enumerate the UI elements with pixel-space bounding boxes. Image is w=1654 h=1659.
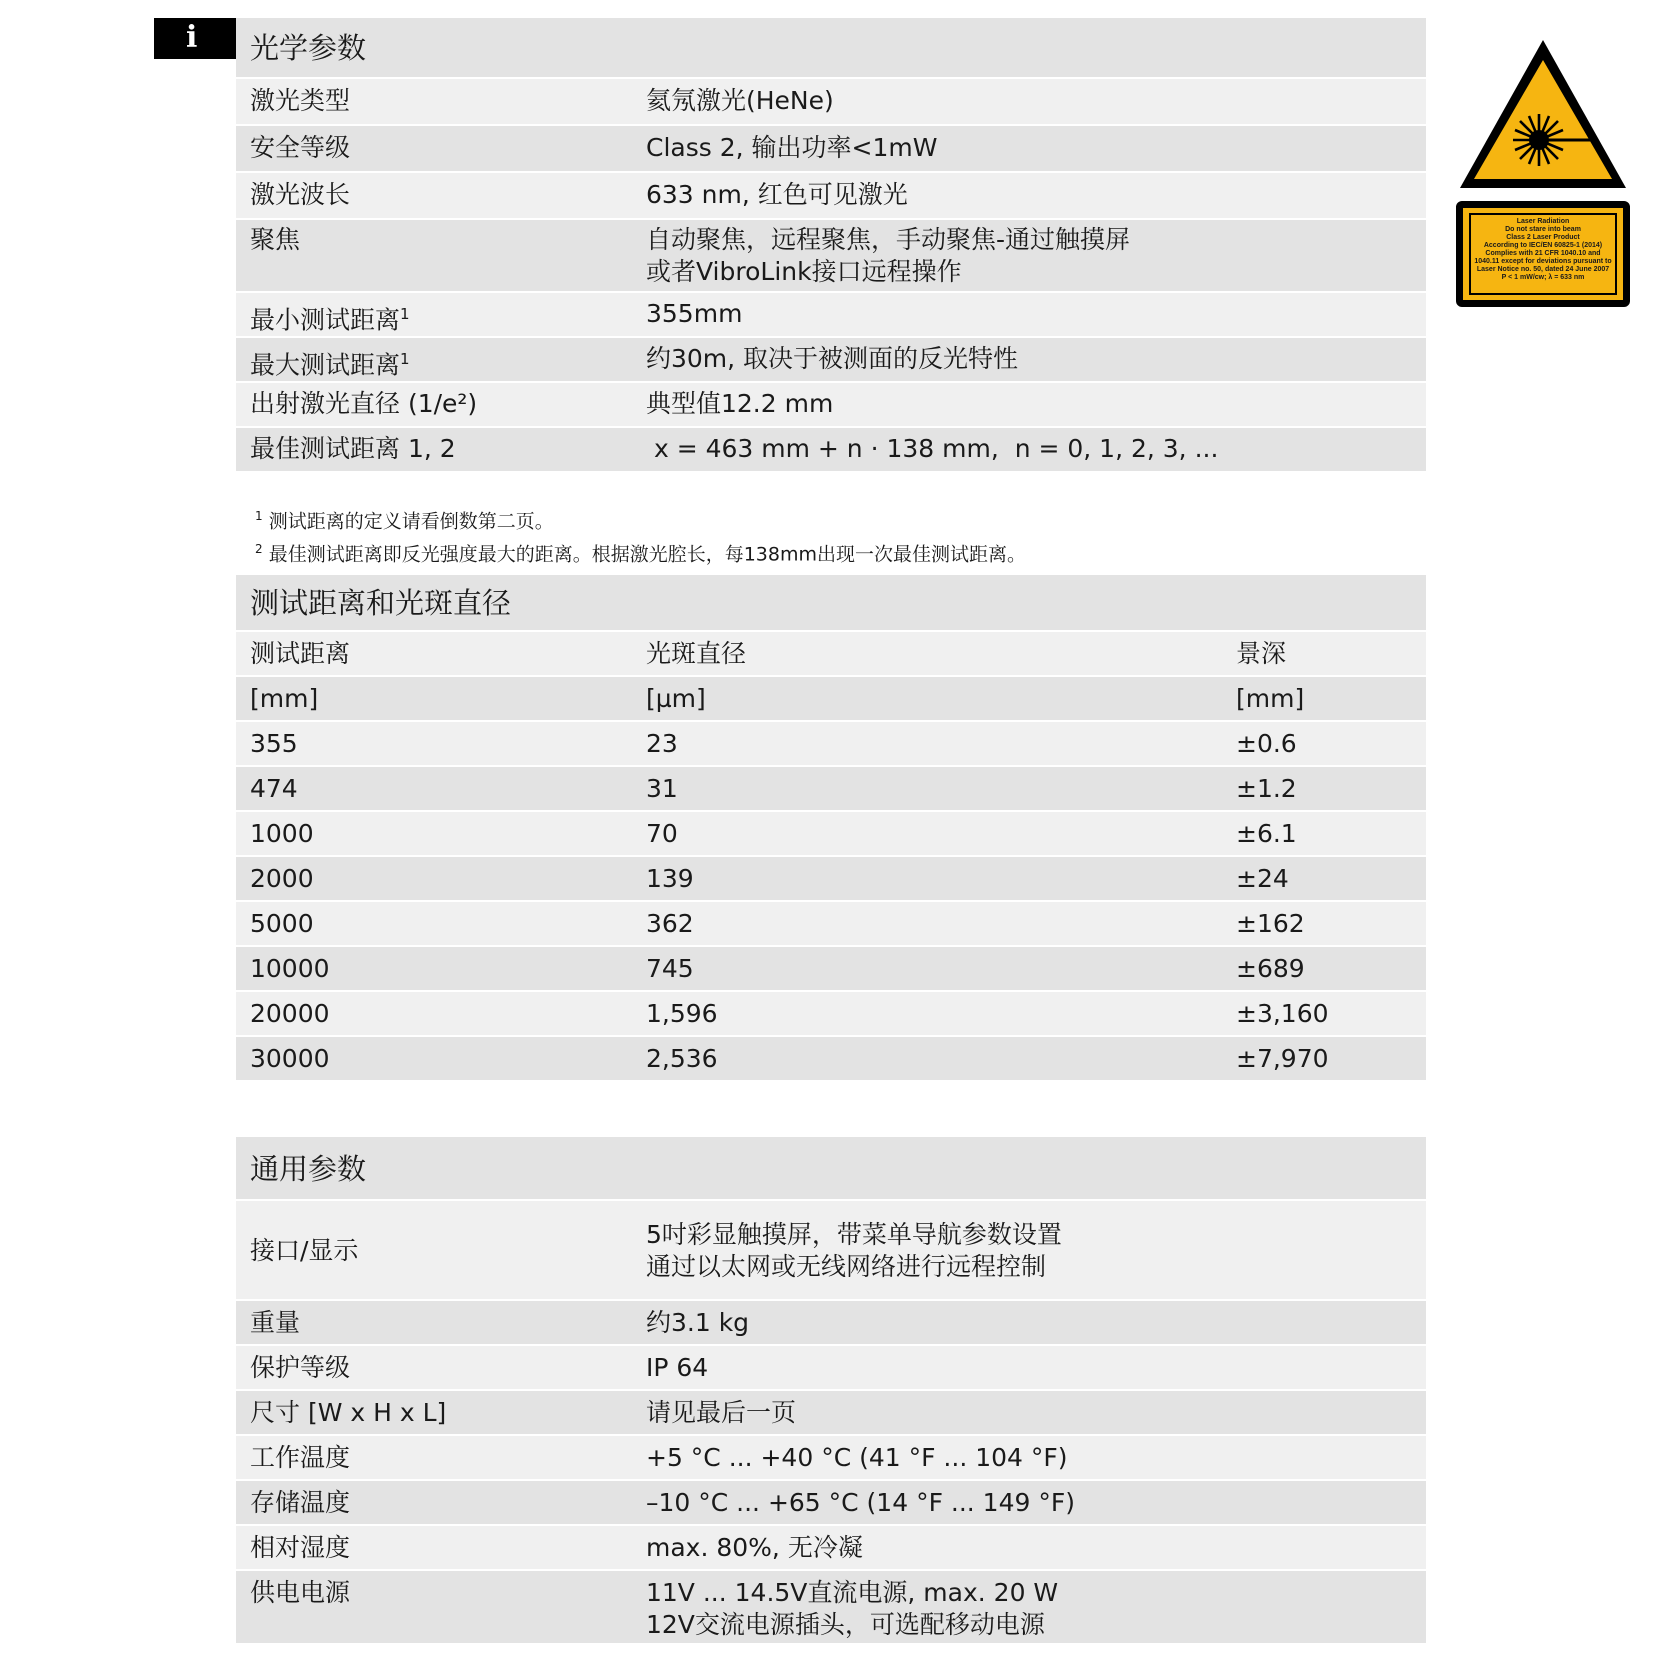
footnotes: [255, 502, 1026, 569]
table-row: [236, 992, 1426, 1037]
row-value: 633 nm, 红色可见激光: [646, 180, 908, 209]
table-row: [236, 428, 1426, 473]
footnote-mark: 1: [400, 350, 410, 368]
table-row: [236, 1481, 1426, 1526]
row-label: 出射激光直径 (1/e²): [250, 389, 478, 418]
row-value: 约30m, 取决于被测面的反光特性: [646, 344, 1019, 373]
table-header-row: [236, 632, 1426, 677]
info-icon: i: [186, 20, 198, 55]
footnote-mark: 1: [400, 305, 410, 323]
section-title: 光学参数: [250, 31, 367, 65]
column-unit: [µm]: [646, 684, 706, 713]
info-tab: [154, 18, 236, 59]
cell-distance: 30000: [250, 1044, 330, 1073]
column-unit: [mm]: [250, 684, 319, 713]
cell-spot-diameter: 23: [646, 729, 678, 758]
table-row: [236, 293, 1426, 338]
row-value: +5 °C ... +40 °C (41 °F ... 104 °F): [646, 1443, 1068, 1472]
row-label: 保护等级: [250, 1353, 351, 1382]
table-row: [236, 1346, 1426, 1391]
row-label: 最大测试距离$^1$: [250, 350, 410, 380]
column-header: 光斑直径: [646, 639, 747, 668]
row-label: 最小测试距离$^1$: [250, 305, 410, 335]
table-row: [236, 722, 1426, 767]
table-row: [236, 173, 1426, 220]
table-row: [236, 812, 1426, 857]
section-title: 通用参数: [250, 1152, 367, 1186]
row-label: 聚焦: [250, 225, 301, 254]
column-header: 测试距离: [250, 639, 351, 668]
cell-distance: 1000: [250, 819, 314, 848]
row-value: 11V ... 14.5V直流电源, max. 20 W 12V交流电源插头，可选配移动电源: [646, 1578, 1059, 1639]
section-header: [236, 18, 1426, 79]
table-row: [236, 79, 1426, 126]
cell-spot-diameter: 1,596: [646, 999, 718, 1028]
table-row: [236, 338, 1426, 383]
cell-spot-diameter: 362: [646, 909, 694, 938]
cell-depth-of-field: ±24: [1236, 864, 1289, 893]
row-label: 尺寸 [W x H x L]: [250, 1398, 447, 1427]
cell-spot-diameter: 70: [646, 819, 678, 848]
table-row: [236, 126, 1426, 173]
cell-distance: 20000: [250, 999, 330, 1028]
row-value: 355mm: [646, 299, 743, 328]
table-row: [236, 1301, 1426, 1346]
row-value: Class 2, 输出功率<1mW: [646, 133, 938, 162]
section-title: 测试距离和光斑直径: [250, 586, 512, 620]
row-value: –10 °C ... +65 °C (14 °F ... 149 °F): [646, 1488, 1075, 1517]
row-value: 5吋彩显触摸屏，带菜单导航参数设置 通过以太网或无线网络进行远程控制: [646, 1220, 1062, 1281]
row-label: 激光波长: [250, 180, 351, 209]
cell-depth-of-field: ±1.2: [1236, 774, 1297, 803]
cell-spot-diameter: 745: [646, 954, 694, 983]
cell-distance: 474: [250, 774, 298, 803]
column-header: 景深: [1236, 639, 1287, 668]
row-label: 重量: [250, 1308, 301, 1337]
row-value: 请见最后一页: [646, 1398, 797, 1427]
footnote: $^2$ 最佳测试距离即反光强度最大的距离。根据激光腔长，每138mm出现一次最佳测试距离。: [255, 542, 1026, 566]
cell-distance: 5000: [250, 909, 314, 938]
optical-parameters-table: [236, 18, 1426, 473]
table-row: [236, 1526, 1426, 1571]
table-row: [236, 857, 1426, 902]
cell-depth-of-field: ±162: [1236, 909, 1305, 938]
row-value: 自动聚焦，远程聚焦，手动聚焦-通过触摸屏 或者VibroLink接口远程操作: [646, 225, 1131, 286]
table-row: [236, 947, 1426, 992]
table-units-row: [236, 677, 1426, 722]
row-label: 接口/显示: [250, 1236, 359, 1265]
row-label: 存储温度: [250, 1488, 351, 1517]
cell-spot-diameter: 31: [646, 774, 678, 803]
laser-label-text: Laser Radiation Do not stare into beam Class 2 Laser Product According to IEC/EN 60825-1 (2014) Complies with 21 CFR 1040.10 and 1040.11 except for deviations pursuant to Laser Notice no. 50, dated 24 June 2007 P < 1 mW/cw; λ = 633 nm: [1469, 213, 1617, 295]
row-label: 激光类型: [250, 86, 351, 115]
table-row: [236, 1201, 1426, 1301]
row-label: 工作温度: [250, 1443, 351, 1472]
cell-distance: 355: [250, 729, 298, 758]
cell-depth-of-field: ±689: [1236, 954, 1305, 983]
cell-depth-of-field: ±7,970: [1236, 1044, 1329, 1073]
row-label: 安全等级: [250, 133, 351, 162]
cell-spot-diameter: 139: [646, 864, 694, 893]
row-value: IP 64: [646, 1353, 709, 1382]
general-parameters-table: [236, 1137, 1426, 1645]
cell-spot-diameter: 2,536: [646, 1044, 718, 1073]
table-row: [236, 767, 1426, 812]
row-label: 相对湿度: [250, 1533, 351, 1562]
footnote: $^1$ 测试距离的定义请看倒数第二页。: [255, 509, 554, 533]
row-label: 最佳测试距离 1, 2: [250, 434, 456, 463]
laser-warning-icon: [1456, 36, 1630, 194]
cell-distance: 10000: [250, 954, 330, 983]
table-row: [236, 383, 1426, 428]
row-value: 典型值12.2 mm: [646, 389, 834, 418]
row-value: max. 80%, 无冷凝: [646, 1533, 863, 1562]
table-row: [236, 1391, 1426, 1436]
spot-diameter-table: [236, 575, 1426, 1082]
table-row: [236, 1436, 1426, 1481]
cell-depth-of-field: ±3,160: [1236, 999, 1329, 1028]
row-value: 约3.1 kg: [646, 1308, 750, 1337]
laser-class-label: [1456, 201, 1630, 307]
table-row: [236, 220, 1426, 293]
table-row: [236, 902, 1426, 947]
table-row: [236, 1571, 1426, 1645]
cell-depth-of-field: ±6.1: [1236, 819, 1297, 848]
row-value: x = 463 mm + n · 138 mm, n = 0, 1, 2, 3, ...: [646, 434, 1219, 463]
cell-depth-of-field: ±0.6: [1236, 729, 1297, 758]
table-row: [236, 1037, 1426, 1082]
section-header: [236, 575, 1426, 632]
cell-distance: 2000: [250, 864, 314, 893]
row-value: 氦氖激光(HeNe): [646, 86, 834, 115]
row-label: 供电电源: [250, 1578, 351, 1607]
column-unit: [mm]: [1236, 684, 1305, 713]
section-header: [236, 1137, 1426, 1201]
